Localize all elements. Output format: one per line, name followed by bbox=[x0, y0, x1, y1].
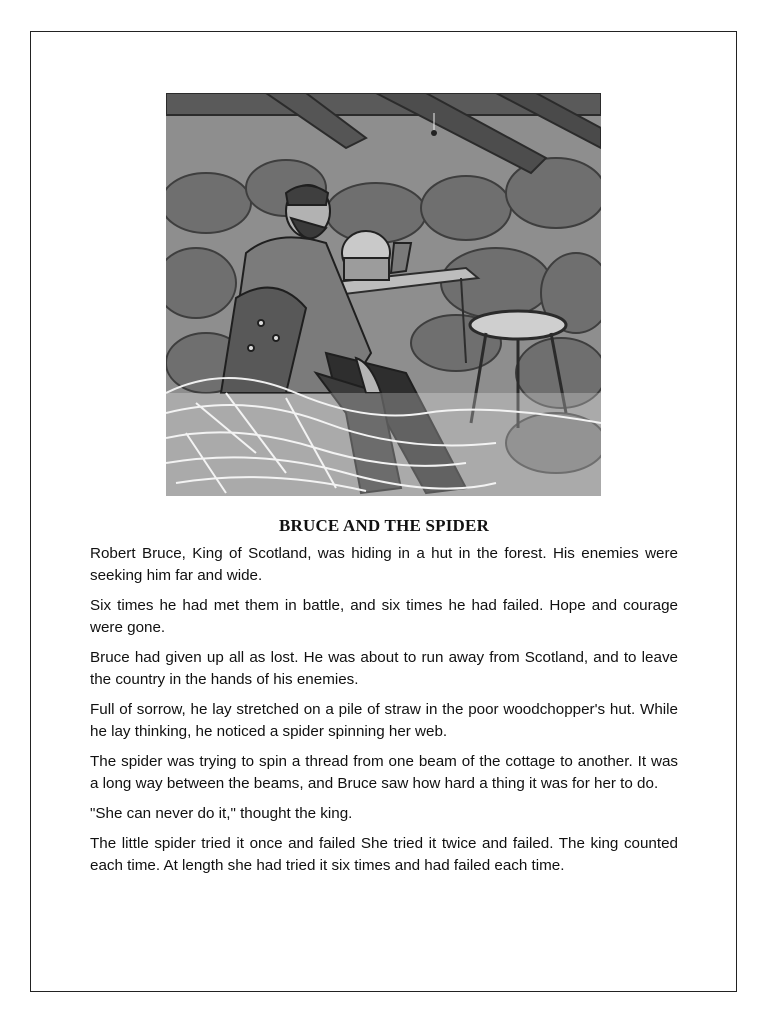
story-paragraph: The little spider tried it once and failed She tried it twice and failed. The king counted each time. At length she had tried it six times and had failed each time. bbox=[90, 835, 678, 874]
story-title: BRUCE AND THE SPIDER bbox=[278, 516, 490, 535]
story-paragraph: Full of sorrow, he lay stretched on a pile of straw in the poor woodchopper's hut. While he lay thinking, he noticed a spider spinning her web. bbox=[90, 701, 678, 740]
story-paragraph: Six times he had met them in battle, and six times he had failed. Hope and courage were gone. bbox=[90, 597, 678, 636]
story-paragraph: The spider was trying to spin a thread from one beam of the cottage to another. It was a long way between the beams, and Bruce saw how hard a thing it was for her to do. bbox=[90, 753, 678, 792]
story-paragraph: "She can never do it," thought the king. bbox=[90, 805, 353, 822]
story-illustration bbox=[166, 93, 601, 496]
story-paragraph: Bruce had given up all as lost. He was about to run away from Scotland, and to leave the country in the hands of his enemies. bbox=[90, 649, 678, 688]
story-body bbox=[90, 543, 678, 885]
story-paragraph: Robert Bruce, King of Scotland, was hiding in a hut in the forest. His enemies were seeking him far and wide. bbox=[90, 545, 678, 584]
